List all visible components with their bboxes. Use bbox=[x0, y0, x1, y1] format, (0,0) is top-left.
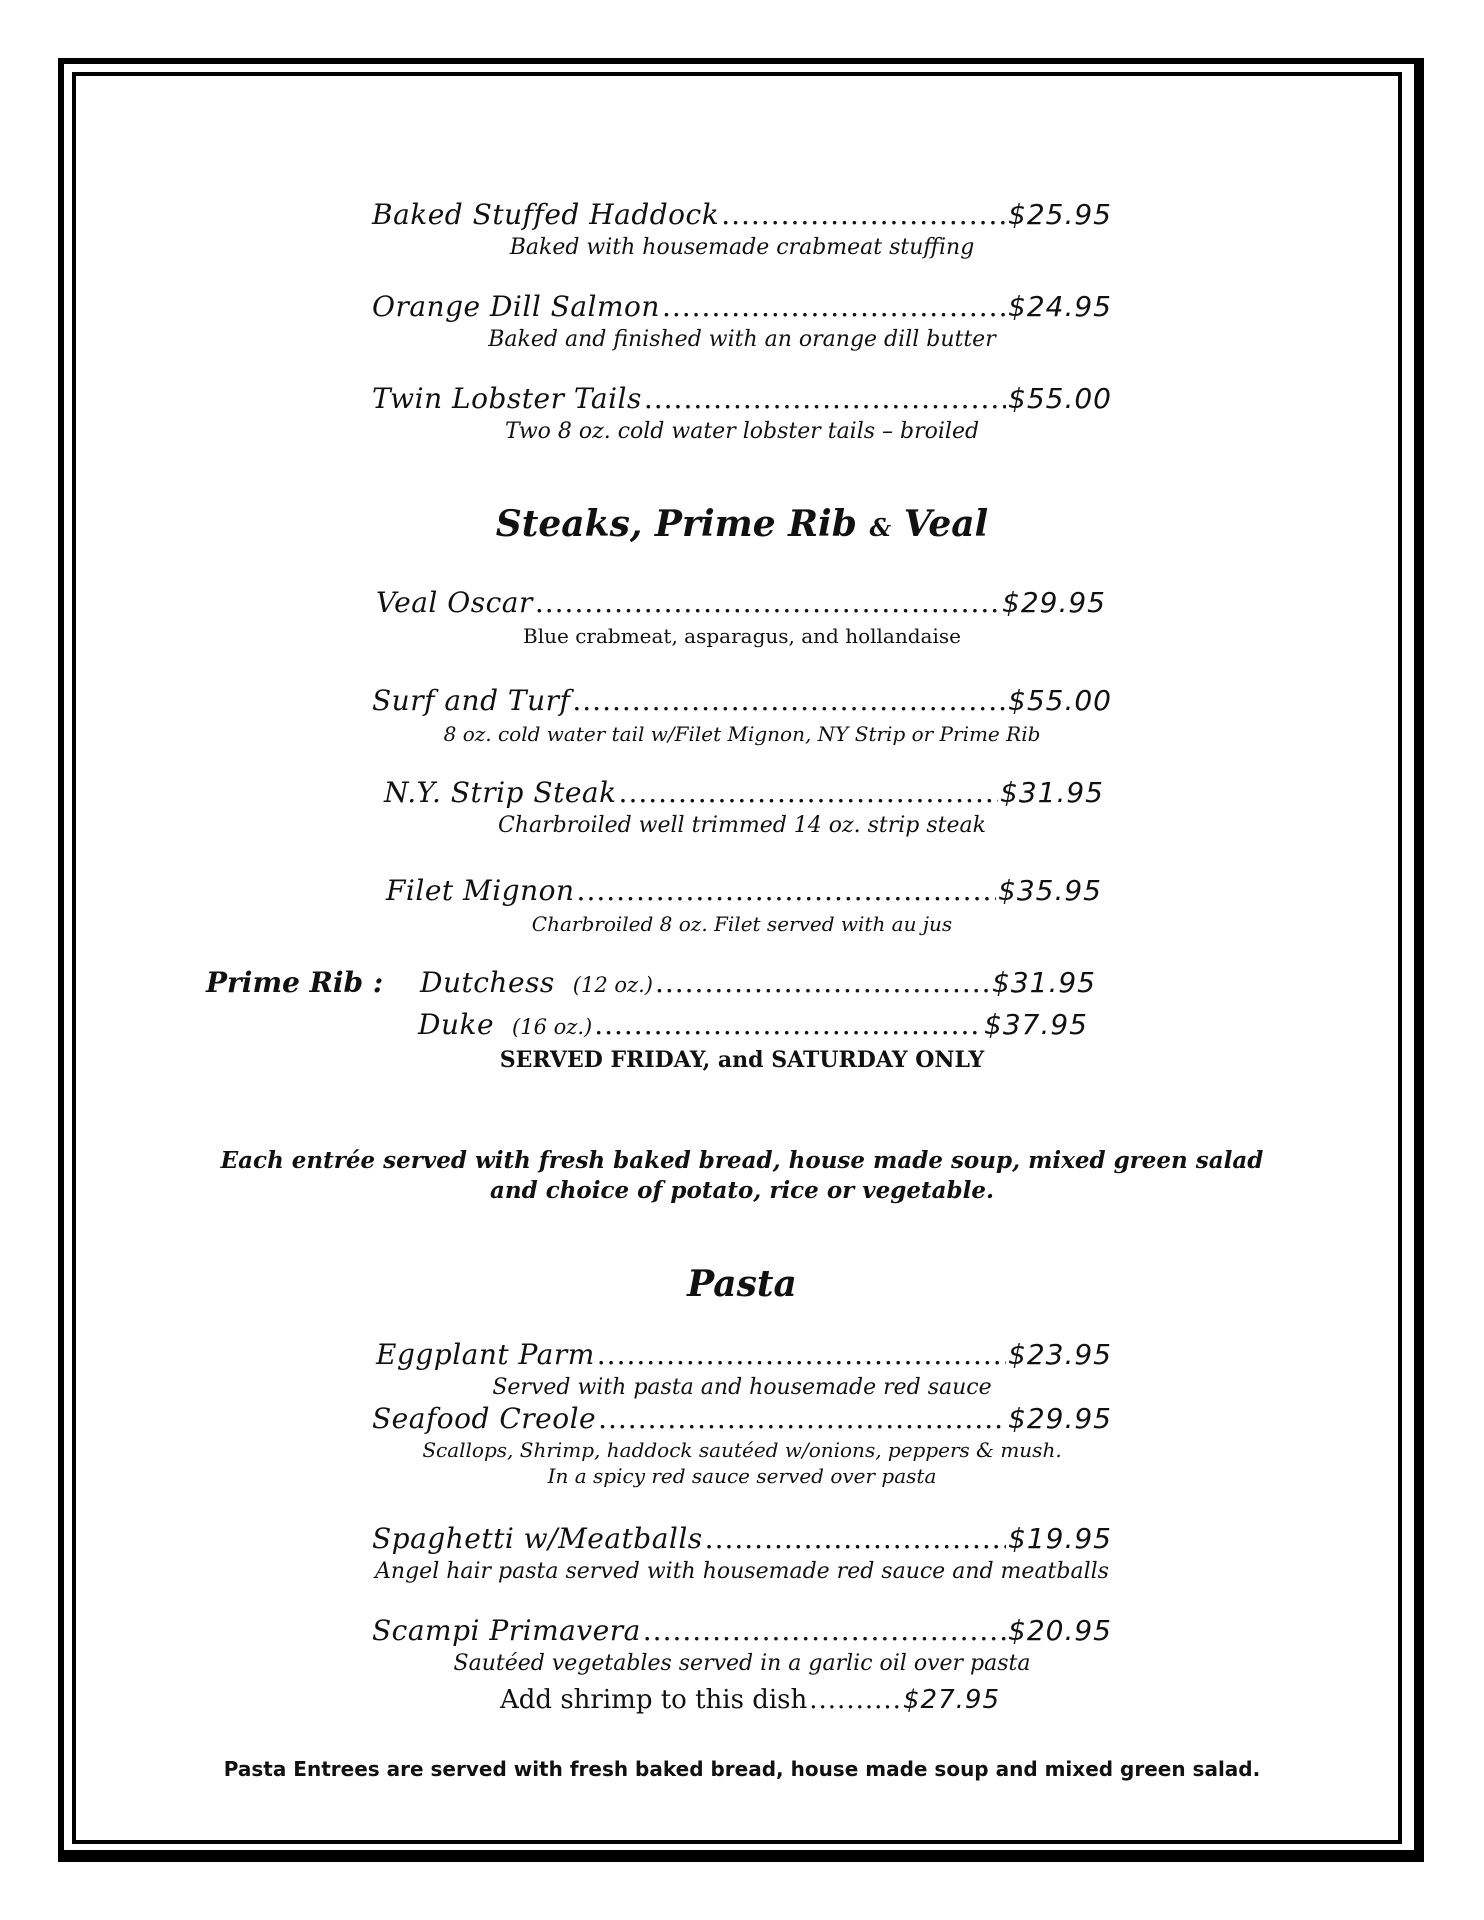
menu-item-spaghetti-meatballs bbox=[372, 1522, 1112, 1556]
item-name: Scampi Primavera bbox=[372, 1614, 641, 1647]
item-price: $23.95 bbox=[1008, 1338, 1112, 1371]
dot-leader bbox=[577, 874, 996, 908]
item-description: Two 8 oz. cold water lobster tails – broiled bbox=[504, 419, 980, 444]
item-description: 8 oz. cold water tail w/Filet Mignon, NY Strip or Prime Rib bbox=[443, 722, 1041, 746]
menu-item-baked-stuffed-haddock bbox=[372, 198, 1112, 232]
entree-note-line-2: and choice of potato, rice or vegetable. bbox=[489, 1177, 994, 1204]
item-name: Seafood Creole bbox=[372, 1402, 597, 1435]
dot-leader bbox=[705, 1522, 1006, 1556]
item-name: Veal Oscar bbox=[376, 586, 533, 619]
item-description: Charbroiled well trimmed 14 oz. strip steak bbox=[498, 813, 986, 838]
menu-item-filet-mignon bbox=[386, 874, 1102, 908]
item-description: Served with pasta and housemade red sauce bbox=[492, 1375, 992, 1400]
item-price: $29.95 bbox=[1008, 1402, 1112, 1435]
item-description: Baked and finished with an orange dill butter bbox=[488, 327, 996, 352]
section-heading-steaks bbox=[0, 502, 1484, 550]
item-price: $37.95 bbox=[984, 1008, 1088, 1041]
item-name: Filet Mignon bbox=[386, 874, 575, 907]
dot-leader bbox=[598, 1402, 1006, 1436]
dot-leader bbox=[643, 1614, 1006, 1648]
heading-text: Steaks, Prime Rib bbox=[495, 503, 857, 545]
item-size: (12 oz.) bbox=[572, 973, 653, 997]
item-name: Baked Stuffed Haddock bbox=[372, 198, 720, 231]
menu-item-scampi-primavera bbox=[372, 1614, 1112, 1648]
shrimp-addon bbox=[500, 1684, 1000, 1716]
menu-item-ny-strip-steak bbox=[384, 776, 1104, 810]
menu-item-eggplant-parm bbox=[376, 1338, 1112, 1372]
item-price: $55.00 bbox=[1008, 684, 1112, 717]
item-name: Duke bbox=[418, 1008, 495, 1041]
dot-leader bbox=[644, 382, 1006, 416]
item-price: $25.95 bbox=[1008, 198, 1112, 231]
dot-leader bbox=[572, 684, 1006, 718]
addon-price: $27.95 bbox=[903, 1685, 1000, 1715]
item-name: Surf and Turf bbox=[372, 684, 571, 717]
addon-text: Add shrimp to this dish bbox=[500, 1685, 808, 1715]
menu-item-dutchess bbox=[420, 966, 1096, 1002]
dot-leader bbox=[619, 776, 998, 810]
item-price: $35.95 bbox=[998, 874, 1102, 907]
menu-item-surf-and-turf bbox=[372, 684, 1112, 718]
heading-text-end: Veal bbox=[903, 503, 989, 545]
dot-leader bbox=[655, 966, 990, 1000]
dot-leader bbox=[662, 290, 1006, 324]
item-name: Dutchess bbox=[420, 966, 555, 999]
entree-note-line-1: Each entrée served with fresh baked bread, house made soup, mixed green salad bbox=[220, 1147, 1264, 1174]
section-heading-pasta: Pasta bbox=[687, 1263, 797, 1305]
heading-ampersand: & bbox=[869, 513, 892, 542]
item-description: Angel hair pasta served with housemade red sauce and meatballs bbox=[375, 1559, 1109, 1584]
menu-item-orange-dill-salmon bbox=[372, 290, 1112, 324]
item-name: Orange Dill Salmon bbox=[372, 290, 660, 323]
prime-rib-label: Prime Rib : bbox=[206, 966, 384, 999]
item-size: (16 oz.) bbox=[512, 1015, 593, 1039]
menu-item-seafood-creole bbox=[372, 1402, 1112, 1436]
pasta-footer-note: Pasta Entrees are served with fresh baked bread, house made soup and mixed green salad. bbox=[223, 1757, 1261, 1781]
menu-item-twin-lobster-tails bbox=[372, 382, 1112, 416]
item-price: $31.95 bbox=[992, 966, 1096, 999]
menu-item-duke bbox=[418, 1008, 1088, 1044]
item-price: $31.95 bbox=[1000, 776, 1104, 809]
item-description: Charbroiled 8 oz. Filet served with au jus bbox=[531, 912, 953, 936]
menu-item-veal-oscar bbox=[376, 586, 1106, 620]
item-name: N.Y. Strip Steak bbox=[384, 776, 617, 809]
item-price: $55.00 bbox=[1008, 382, 1112, 415]
item-price: $29.95 bbox=[1002, 586, 1106, 619]
item-description: Scallops, Shrimp, haddock sautéed w/onions, peppers & mush. bbox=[422, 1438, 1062, 1462]
item-price: $19.95 bbox=[1008, 1522, 1112, 1555]
item-description: Blue crabmeat, asparagus, and hollandaise bbox=[523, 624, 961, 648]
dot-leader bbox=[721, 198, 1006, 232]
dot-leader bbox=[809, 1684, 901, 1716]
dot-leader bbox=[535, 586, 1000, 620]
item-price: $20.95 bbox=[1008, 1614, 1112, 1647]
item-description-line-2: In a spicy red sauce served over pasta bbox=[547, 1464, 937, 1488]
item-name: Eggplant Parm bbox=[376, 1338, 595, 1371]
dot-leader bbox=[597, 1338, 1006, 1372]
item-name: Twin Lobster Tails bbox=[372, 382, 642, 415]
prime-rib-availability: SERVED FRIDAY, and SATURDAY ONLY bbox=[499, 1047, 985, 1073]
dot-leader bbox=[594, 1008, 982, 1042]
item-description: Baked with housemade crabmeat stuffing bbox=[509, 235, 975, 260]
item-name: Spaghetti w/Meatballs bbox=[372, 1522, 703, 1555]
item-description: Sautéed vegetables served in a garlic oil over pasta bbox=[453, 1651, 1031, 1676]
item-price: $24.95 bbox=[1008, 290, 1112, 323]
